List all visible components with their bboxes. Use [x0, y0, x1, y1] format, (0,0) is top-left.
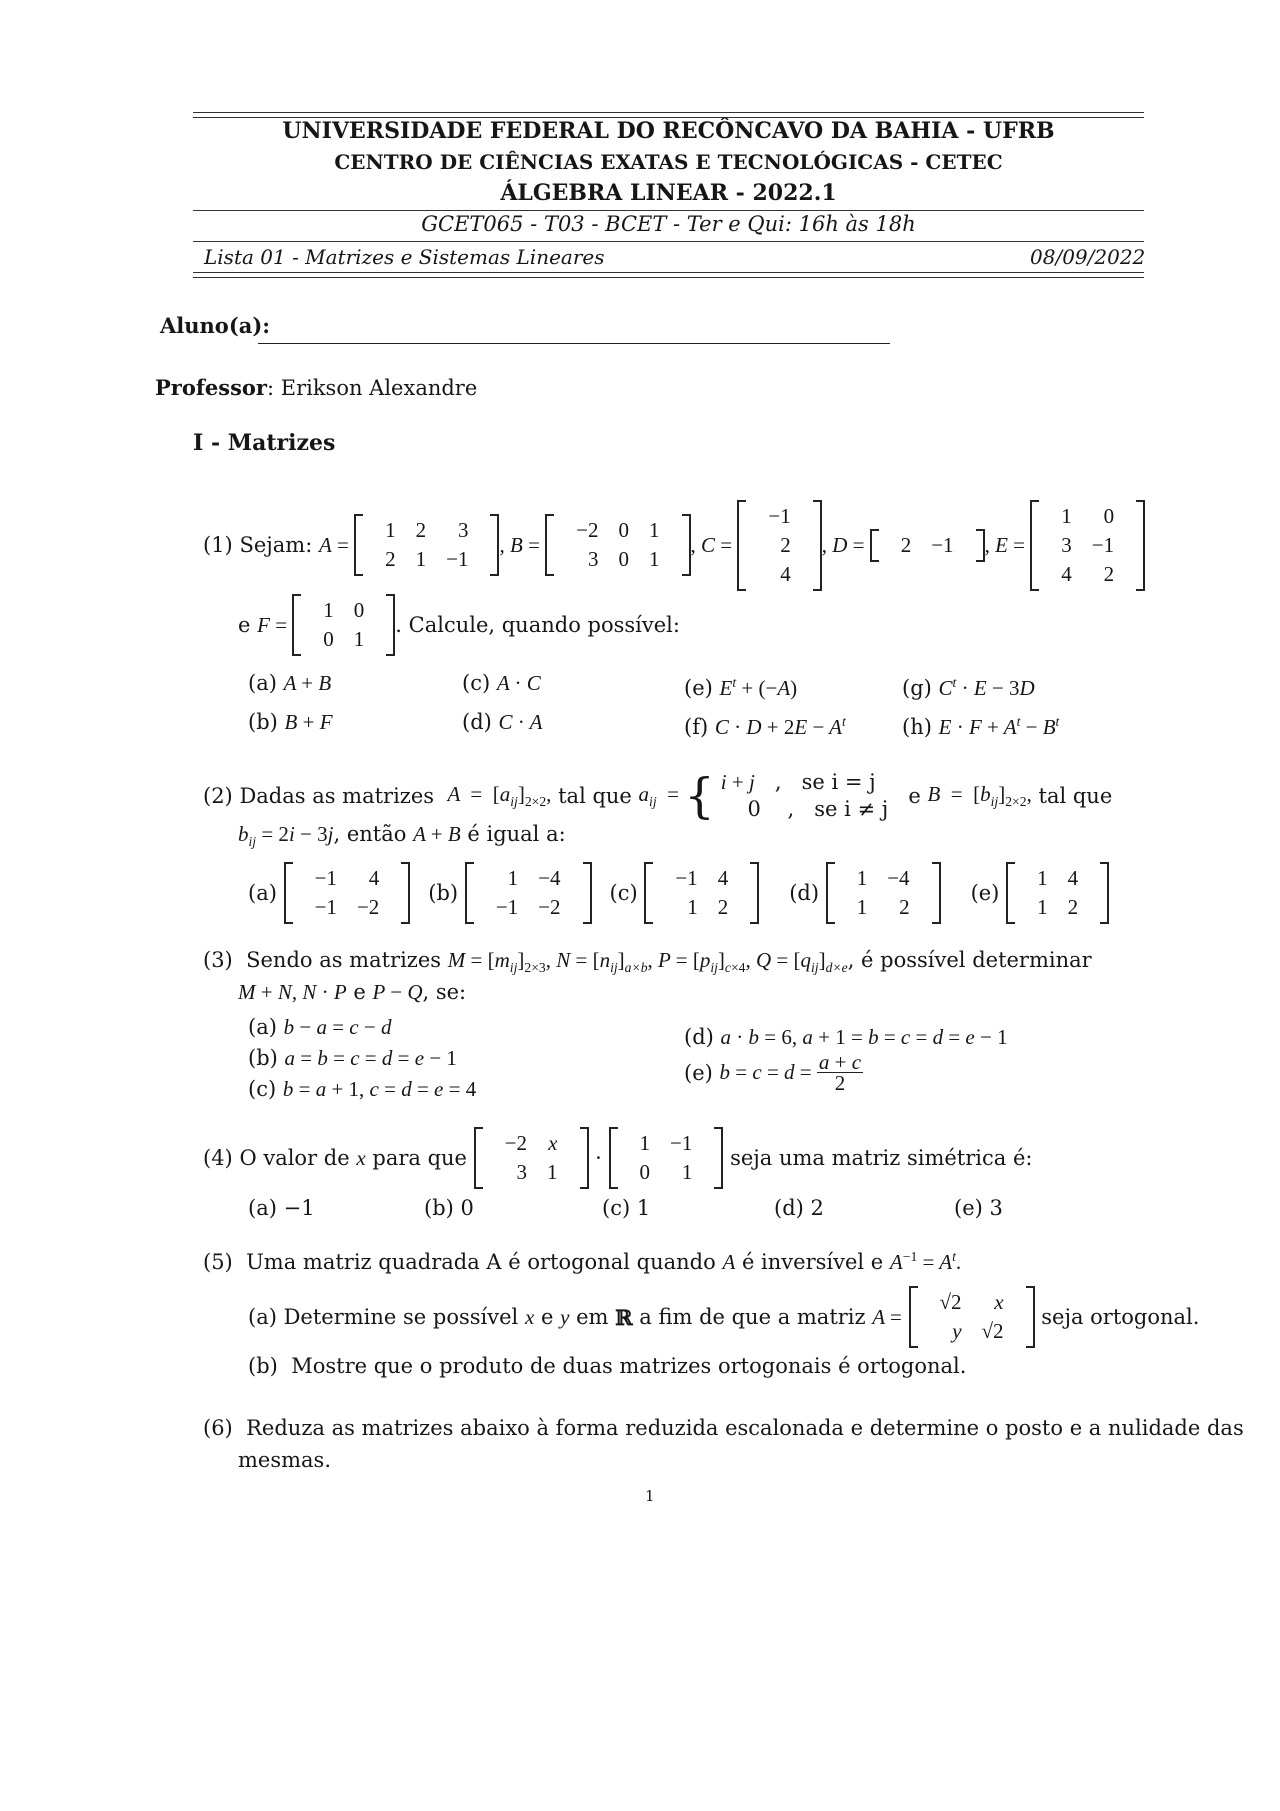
q3-option-b-label: (b): [248, 1046, 278, 1070]
matrix-cell: −2: [576, 518, 599, 542]
matrix-cell: 1: [1037, 895, 1048, 919]
matrix-cell: 1: [649, 518, 660, 542]
matrix-cell: −1: [670, 1131, 693, 1155]
q4-text2: para que: [372, 1146, 467, 1170]
header-rule-top: [193, 112, 1144, 113]
q4-text1: O valor de: [239, 1146, 350, 1170]
matrix-cell: −1: [314, 866, 337, 890]
matrix-D: [870, 529, 985, 562]
matrix-cell: 1: [323, 598, 334, 622]
q3-options-left: (a) b − a = c − d (b) a = b = c = d = e − 1 (c) b = a + 1, c = d = e = 4: [248, 1015, 477, 1101]
matrix-cell: 3: [1061, 532, 1072, 557]
q2-number: (2): [203, 784, 233, 808]
matrix-cell: −1: [675, 866, 698, 890]
section-title: I - Matrizes: [193, 430, 336, 456]
matrix-cell: 1: [1061, 503, 1072, 528]
matrix-cell: 1: [547, 1160, 558, 1184]
q4-option-d-label: (d): [774, 1196, 804, 1220]
q2-option-a-label: (a): [248, 881, 277, 905]
student-label: Aluno(a):: [160, 313, 271, 338]
matrix-F: [292, 594, 395, 656]
question-6-statement: [203, 1416, 1244, 1440]
q3-option-a-label: (a): [248, 1015, 277, 1039]
matrix-cell: −1: [495, 895, 519, 919]
q1-item-d-label: (d): [462, 710, 492, 734]
q1-C-symbol: , C =: [690, 532, 733, 557]
matrix-cell: −1: [446, 547, 469, 571]
q5-a-text5: seja ortogonal.: [1041, 1305, 1200, 1329]
matrix-cell: 1: [415, 547, 427, 571]
q1-item-h-label: (h): [902, 715, 932, 739]
q3-text3: e: [353, 980, 366, 1004]
q4-number: (4): [203, 1146, 233, 1170]
q2-text4: , então: [333, 822, 407, 846]
q2-option-c-label: (c): [609, 881, 638, 905]
q2-brace: {: [684, 768, 715, 824]
page-number: 1: [645, 1487, 655, 1505]
q3-options-right: (d) a · b = 6, a + 1 = b = c = d = e − 1 (e) b = c = d = $\frac{a + c}{2}$: [684, 1025, 1008, 1095]
q5-a-text4: a fim de que a matriz: [639, 1305, 866, 1329]
matrix-cell: 2: [385, 547, 396, 571]
q2-text2: tal que: [558, 784, 632, 808]
q2-option-c-matrix: [644, 862, 759, 924]
center-title: CENTRO DE CIÊNCIAS EXATAS E TECNOLÓGICAS - CETEC: [334, 150, 1003, 174]
matrix-cell: 1: [639, 1131, 651, 1155]
q1-item-b-label: (b): [248, 710, 278, 734]
matrix-cell: 4: [717, 866, 729, 890]
student-name-line[interactable]: [258, 343, 890, 344]
matrix-cell: 2: [415, 518, 427, 542]
matrix-cell: 3: [457, 518, 469, 542]
matrix-cell: 1: [385, 518, 396, 542]
matrix-cell: −1: [1091, 532, 1115, 557]
q2-text1: Dadas as matrizes: [239, 784, 435, 808]
matrix-cell: 1: [1037, 866, 1048, 890]
matrix-cell: 1: [649, 547, 660, 571]
q4-option-e-value: 3: [989, 1196, 1003, 1220]
matrix-cell: −1: [314, 895, 337, 919]
matrix-cell: 1: [856, 866, 868, 890]
q5-text1: Uma matriz quadrada A é ortogonal quando: [246, 1250, 716, 1274]
q3-line2: M + N, N · P e P − Q, se:: [238, 980, 467, 1004]
q1-item-c-label: (c): [462, 671, 491, 695]
q4-matrix-1: [474, 1127, 589, 1189]
question-2-statement: (2) Dadas as matrizes $A = [a_{ij}]_{2\times 2}$, tal que $a_{ij}$ = { i + j , se i = j 0 , se i ≠ j e $B = [b_{ij}]_{2\times 2}$, tal que: [203, 768, 1113, 824]
q2-option-e-label: (e): [970, 881, 1000, 905]
university-title: UNIVERSIDADE FEDERAL DO RECÔNCAVO DA BAHIA - UFRB: [282, 118, 1055, 144]
q1-item-e-label: (e): [684, 676, 713, 700]
q2-option-b-label: (b): [428, 881, 459, 905]
matrix-cell: x: [548, 1131, 558, 1155]
matrix-cell: 0: [639, 1160, 651, 1184]
q3-option-c-label: (c): [248, 1077, 277, 1101]
q5-a-text1: Determine se possível: [283, 1305, 519, 1329]
q2-option-d-matrix: [826, 862, 941, 924]
q2-text3: tal que: [1038, 784, 1113, 808]
q1-number: (1): [203, 533, 233, 557]
q5-a-label: (a): [248, 1305, 277, 1329]
matrix-cell: −1: [931, 532, 954, 557]
matrix-cell: −2: [356, 895, 380, 919]
q4-option-a-value: −1: [283, 1196, 315, 1220]
q5-number: (5): [203, 1250, 233, 1274]
matrix-cell: 3: [588, 547, 599, 571]
matrix-cell: 2: [899, 895, 910, 919]
matrix-cell: 4: [1067, 866, 1079, 890]
q4-text3: seja uma matriz simétrica é:: [730, 1146, 1033, 1170]
q1-F-line: [238, 590, 680, 660]
q6-line2: mesmas.: [238, 1448, 332, 1472]
header-rule-mid: [193, 210, 1144, 211]
class-info: GCET065 - T03 - BCET - Ter e Qui: 16h às 18h: [421, 212, 916, 236]
header-rule-mid-2: [193, 241, 1144, 242]
q4-option-e-label: (e): [954, 1196, 983, 1220]
professor-name: : Erikson Alexandre: [266, 376, 478, 400]
q4-matrix-2: [609, 1127, 724, 1189]
professor-line: [155, 375, 477, 400]
matrix-cell: 2: [780, 532, 791, 557]
q1-D-symbol: , D =: [821, 532, 865, 557]
q1-B-symbol: , B =: [499, 532, 540, 557]
q1-item-a-label: (a): [248, 671, 277, 695]
q2-option-e-matrix: [1006, 862, 1109, 924]
matrix-cell: −2: [504, 1131, 527, 1155]
q4-option-c-label: (c): [602, 1196, 631, 1220]
q2-line2: $b_{ij} = 2i - 3j$, então A + B é igual a:: [238, 822, 566, 850]
q1-item-g-label: (g): [902, 676, 932, 700]
q3-option-d-label: (d): [684, 1025, 714, 1049]
matrix-cell: 3: [516, 1160, 527, 1184]
list-date: 08/09/2022: [1030, 245, 1146, 269]
matrix-cell: 0: [353, 598, 365, 622]
matrix-cell: −4: [538, 866, 561, 890]
question-1-statement: [203, 495, 1145, 595]
matrix-cell: 2: [900, 532, 912, 557]
header-rule-bottom: [193, 272, 1144, 273]
matrix-cell: 0: [323, 627, 334, 651]
q4-option-b-label: (b): [424, 1196, 454, 1220]
matrix-cell: 4: [1061, 561, 1072, 586]
q4-option-a-label: (a): [248, 1196, 277, 1220]
matrix-cell: 4: [368, 866, 380, 890]
q5-item-b: [248, 1354, 966, 1378]
matrix-cell: 1: [856, 895, 868, 919]
q3-text2: , é possível determinar: [847, 948, 1092, 972]
q5-item-a: (a) Determine se possível x e y em ℝ a fim de que a matriz A = √2 x y √2 seja ortogonal.: [248, 1282, 1199, 1352]
question-3-statement: (3) Sendo as matrizes $M = [m_{ij}]_{2\times 3}$, $N = [n_{ij}]_{a\times b}$, $P = [p_{ij}]_{c\times 4}$, $Q = [q_{ij}]_{d\times e}$, é possível determinar: [203, 948, 1092, 976]
q1-A-symbol: A =: [318, 532, 349, 557]
q1-E-symbol: , E =: [984, 532, 1025, 557]
header-rule-bottom-2: [193, 277, 1144, 278]
matrix-cell: 2: [1067, 895, 1079, 919]
matrix-cell: 2: [717, 895, 729, 919]
matrix-cell: −4: [887, 866, 910, 890]
matrix-cell: 1: [353, 627, 365, 651]
matrix-cell: 4: [780, 561, 791, 586]
matrix-A: [354, 514, 499, 576]
list-title: Lista 01 - Matrizes e Sistemas Lineares: [204, 245, 605, 269]
q1-and-f: e: [238, 613, 251, 637]
professor-label: Professor: [155, 375, 267, 400]
q2-text5: é igual a:: [467, 822, 566, 846]
q5-matrix-A: √2 x y √2: [909, 1286, 1035, 1348]
q6-line1: Reduza as matrizes abaixo à forma reduzida escalonada e determine o posto e a nulidade das: [246, 1416, 1244, 1440]
q2-and-b: e: [908, 784, 921, 808]
matrix-cell: 0: [618, 547, 629, 571]
q5-a-text2: e: [540, 1305, 554, 1329]
matrix-cell: 1: [687, 895, 698, 919]
q4-options: [248, 1196, 1003, 1220]
q1-F-symbol: F =: [257, 612, 288, 637]
question-4-statement: (4) O valor de x para que −2 x 3 1 · 1 −1 0 1 seja uma matriz simétrica é:: [203, 1118, 1032, 1198]
q5-b-text: Mostre que o produto de duas matrizes ortogonais é ortogonal.: [291, 1354, 967, 1378]
q2-case1: se i = j: [801, 770, 876, 794]
matrix-cell: 2: [1103, 561, 1115, 586]
q3-option-e-label: (e): [684, 1060, 713, 1085]
q4-option-b-value: 0: [460, 1196, 474, 1220]
q4-option-c-value: 1: [636, 1196, 651, 1220]
matrix-B: [545, 514, 690, 576]
course-title: ÁLGEBRA LINEAR - 2022.1: [500, 180, 837, 206]
q2-case2: se i ≠ j: [814, 797, 889, 821]
q1-intro: Sejam:: [239, 533, 313, 557]
matrix-cell: 1: [507, 866, 519, 890]
matrix-cell: −1: [768, 503, 791, 528]
q2-option-d-label: (d): [789, 881, 820, 905]
q2-option-a-matrix: [284, 862, 411, 924]
q5-text2: é inversível e: [741, 1250, 884, 1274]
matrix-cell: 0: [1103, 503, 1115, 528]
q5-b-label: (b): [248, 1354, 278, 1378]
q1-items: (a) A + B (c) A · C (e) $E^t + (-A)$ (g) $C^t \cdot E - 3D$ (b) B + F (d) C · A (f) $C \cdot D + 2E - A^t$ (h) $E \cdot F + A^t - B^t$: [248, 671, 1060, 739]
q1-item-f-label: (f): [684, 715, 709, 739]
q4-option-d-value: 2: [810, 1196, 824, 1220]
matrix-E: [1030, 500, 1145, 591]
matrix-cell: 0: [618, 518, 629, 542]
matrix-C: [737, 500, 821, 591]
q1-calc-text: . Calcule, quando possível:: [395, 613, 680, 637]
q2-options: [248, 862, 1109, 924]
q6-number: (6): [203, 1416, 233, 1440]
question-5-statement: (5) Uma matriz quadrada A é ortogonal quando A é inversível e $A^{-1} = A^t$.: [203, 1249, 962, 1274]
matrix-cell: 1: [681, 1160, 693, 1184]
matrix-cell: −2: [538, 895, 561, 919]
q2-option-b-matrix: [465, 862, 592, 924]
q5-a-text3: em: [576, 1305, 609, 1329]
q3-text4: , se:: [422, 980, 467, 1004]
q3-text1: Sendo as matrizes: [246, 948, 442, 972]
q3-number: (3): [203, 948, 233, 972]
